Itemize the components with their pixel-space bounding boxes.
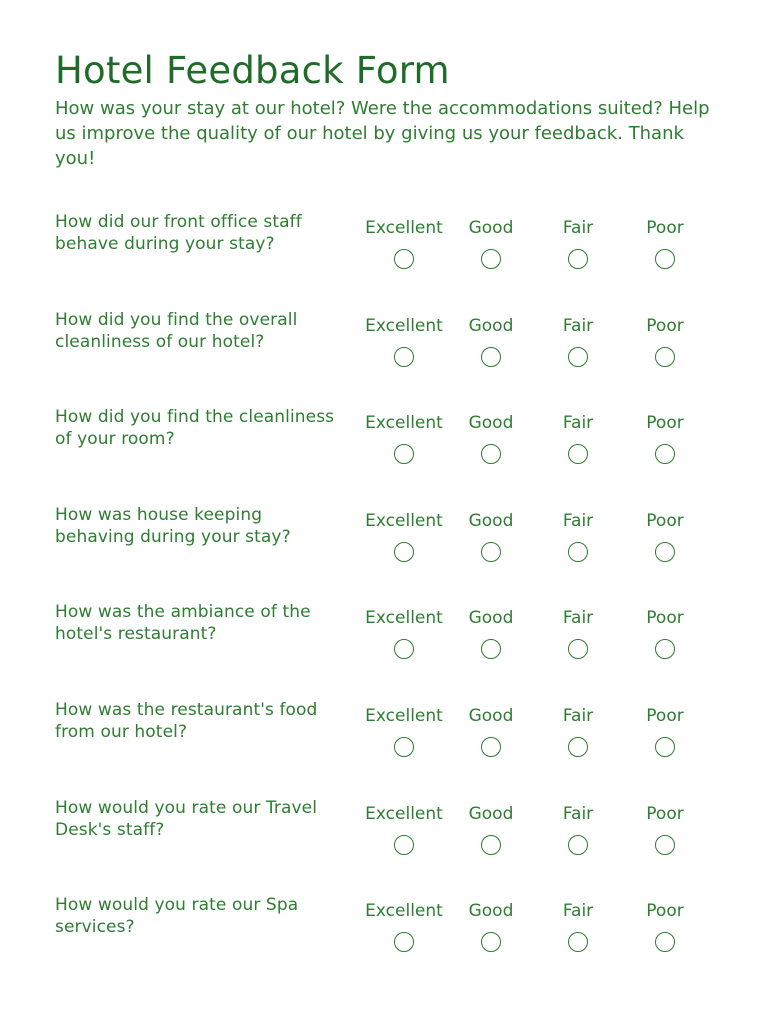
option-label: Poor [646, 901, 684, 921]
radio-good[interactable] [481, 639, 501, 659]
question-row [0, 601, 768, 671]
radio-fair[interactable] [568, 444, 588, 464]
radio-fair[interactable] [568, 542, 588, 562]
radio-good[interactable] [481, 932, 501, 952]
rating-options [0, 705, 768, 769]
radio-fair[interactable] [568, 737, 588, 757]
option-poor[interactable] [620, 510, 710, 574]
radio-poor[interactable] [655, 932, 675, 952]
radio-poor[interactable] [655, 444, 675, 464]
option-poor[interactable] [620, 217, 710, 281]
question-text: How did our front office staff behave during your stay? [55, 212, 302, 254]
radio-excellent[interactable] [394, 444, 414, 464]
option-fair[interactable] [533, 607, 623, 671]
question-row [0, 406, 768, 476]
question-text: How was house keeping behaving during your stay? [55, 505, 291, 547]
question-text: How would you rate our Spa services? [55, 895, 299, 937]
option-label: Poor [646, 218, 684, 238]
page-title: Hotel Feedback Form [55, 49, 450, 92]
rating-options [0, 607, 768, 671]
radio-excellent[interactable] [394, 835, 414, 855]
option-label: Excellent [365, 218, 443, 238]
radio-excellent[interactable] [394, 347, 414, 367]
option-label: Good [468, 608, 514, 628]
option-label: Fair [562, 413, 594, 433]
option-good[interactable] [446, 315, 536, 379]
radio-fair[interactable] [568, 347, 588, 367]
option-label: Good [468, 316, 514, 336]
option-label: Good [468, 804, 514, 824]
radio-good[interactable] [481, 249, 501, 269]
option-label: Fair [562, 218, 594, 238]
rating-options [0, 412, 768, 476]
radio-fair[interactable] [568, 932, 588, 952]
option-label: Excellent [365, 804, 443, 824]
option-fair[interactable] [533, 217, 623, 281]
radio-good[interactable] [481, 347, 501, 367]
option-fair[interactable] [533, 705, 623, 769]
question-row [0, 894, 768, 964]
option-label: Poor [646, 511, 684, 531]
option-fair[interactable] [533, 900, 623, 964]
option-poor[interactable] [620, 412, 710, 476]
option-label: Poor [646, 706, 684, 726]
option-fair[interactable] [533, 412, 623, 476]
radio-poor[interactable] [655, 639, 675, 659]
option-label: Good [468, 901, 514, 921]
question-text: How did you find the cleanliness of your room? [55, 407, 335, 449]
radio-good[interactable] [481, 737, 501, 757]
option-label: Fair [562, 804, 594, 824]
radio-fair[interactable] [568, 639, 588, 659]
option-label: Good [468, 511, 514, 531]
option-label: Fair [562, 511, 594, 531]
radio-poor[interactable] [655, 249, 675, 269]
option-good[interactable] [446, 705, 536, 769]
option-good[interactable] [446, 510, 536, 574]
option-label: Poor [646, 413, 684, 433]
radio-excellent[interactable] [394, 737, 414, 757]
option-poor[interactable] [620, 900, 710, 964]
option-good[interactable] [446, 217, 536, 281]
option-excellent[interactable] [359, 217, 449, 281]
option-label: Good [468, 706, 514, 726]
radio-fair[interactable] [568, 249, 588, 269]
radio-poor[interactable] [655, 347, 675, 367]
intro-paragraph: How was your stay at our hotel? Were the accommodations suited? Help us improve the quality of our hotel by giving us your feedback. Thank you! [55, 98, 710, 169]
radio-excellent[interactable] [394, 249, 414, 269]
option-excellent[interactable] [359, 315, 449, 379]
question-row [0, 699, 768, 769]
option-label: Excellent [365, 316, 443, 336]
radio-poor[interactable] [655, 737, 675, 757]
option-poor[interactable] [620, 315, 710, 379]
option-label: Fair [562, 706, 594, 726]
rating-options [0, 217, 768, 281]
rating-options [0, 510, 768, 574]
question-text: How was the ambiance of the hotel's restaurant? [55, 602, 311, 644]
option-excellent[interactable] [359, 705, 449, 769]
radio-excellent[interactable] [394, 639, 414, 659]
radio-poor[interactable] [655, 542, 675, 562]
option-poor[interactable] [620, 705, 710, 769]
rating-options [0, 315, 768, 379]
option-label: Excellent [365, 901, 443, 921]
option-excellent[interactable] [359, 803, 449, 867]
option-poor[interactable] [620, 607, 710, 671]
option-excellent[interactable] [359, 412, 449, 476]
option-label: Fair [562, 901, 594, 921]
question-row [0, 504, 768, 574]
option-good[interactable] [446, 607, 536, 671]
question-text: How would you rate our Travel Desk's staff? [55, 798, 318, 840]
question-row [0, 797, 768, 867]
option-fair[interactable] [533, 803, 623, 867]
option-label: Poor [646, 316, 684, 336]
question-text: How was the restaurant's food from our hotel? [55, 700, 318, 742]
option-good[interactable] [446, 900, 536, 964]
question-row [0, 309, 768, 379]
option-label: Excellent [365, 413, 443, 433]
option-label: Excellent [365, 706, 443, 726]
option-excellent[interactable] [359, 900, 449, 964]
radio-excellent[interactable] [394, 542, 414, 562]
radio-fair[interactable] [568, 835, 588, 855]
rating-options [0, 900, 768, 964]
option-label: Excellent [365, 608, 443, 628]
option-fair[interactable] [533, 315, 623, 379]
option-poor[interactable] [620, 803, 710, 867]
option-good[interactable] [446, 412, 536, 476]
option-label: Fair [562, 316, 594, 336]
question-row [0, 211, 768, 281]
question-text: How did you find the overall cleanliness of our hotel? [55, 310, 298, 352]
option-good[interactable] [446, 803, 536, 867]
radio-good[interactable] [481, 542, 501, 562]
option-label: Good [468, 218, 514, 238]
option-label: Poor [646, 608, 684, 628]
radio-poor[interactable] [655, 835, 675, 855]
option-fair[interactable] [533, 510, 623, 574]
option-label: Excellent [365, 511, 443, 531]
radio-good[interactable] [481, 444, 501, 464]
option-label: Poor [646, 804, 684, 824]
option-excellent[interactable] [359, 607, 449, 671]
option-label: Fair [562, 608, 594, 628]
option-label: Good [468, 413, 514, 433]
option-excellent[interactable] [359, 510, 449, 574]
radio-excellent[interactable] [394, 932, 414, 952]
rating-options [0, 803, 768, 867]
radio-good[interactable] [481, 835, 501, 855]
